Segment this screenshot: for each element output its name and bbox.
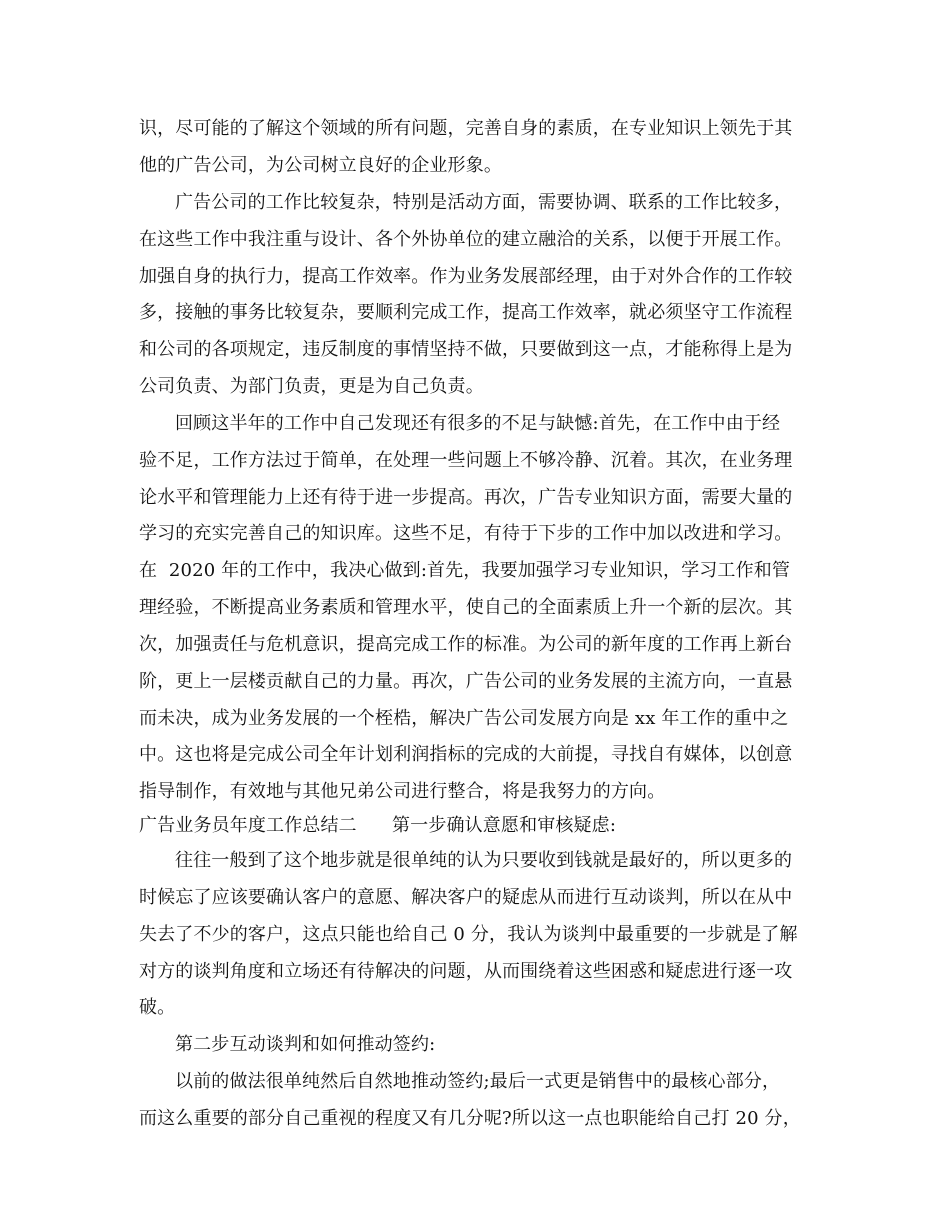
- text-line: 回顾这半年的工作中自己发现还有很多的不足与缺憾:首先，在工作中由于经: [175, 413, 781, 434]
- text-line: 中。这也将是完成公司全年计划利润指标的完成的大前提，寻找自有媒体，以创意: [139, 744, 793, 765]
- text-line: 阶，更上一层楼贡献自己的力量。再次，广告公司的业务发展的主流方向，一直悬: [139, 671, 793, 692]
- text-line: 加强自身的执行力，提高工作效率。作为业务发展部经理，由于对外合作的工作较: [139, 266, 793, 287]
- text-line: 验不足，工作方法过于简单，在处理一些问题上不够冷静、沉着。其次，在业务理: [139, 450, 793, 471]
- text-line: 指导制作，有效地与其他兄弟公司进行整合，将是我努力的方向。: [139, 781, 666, 802]
- text-line: 而未决，成为业务发展的一个桎梏，解决广告公司发展方向是 xx 年工作的重中之: [139, 708, 789, 729]
- text-line: 时候忘了应该要确认客户的意愿、解决客户的疑虑从而进行互动谈判，所以在从中: [139, 887, 793, 908]
- text-line: 以前的做法很单纯然后自然地推动签约;最后一式更是销售中的最核心部分，: [175, 1071, 781, 1092]
- text-line: 对方的谈判角度和立场还有待解决的问题，从而围绕着这些困惑和疑虑进行逐一攻: [139, 961, 793, 982]
- text-line: 在这些工作中我注重与设计、各个外协单位的建立融洽的关系，以便于开展工作。: [139, 229, 793, 250]
- text-line: 广告公司的工作比较复杂，特别是活动方面，需要协调、联系的工作比较多，: [175, 192, 793, 213]
- section-heading: 广告业务员年度工作总结二 第一步确认意愿和审核疑虑:: [139, 815, 617, 836]
- text-line: 公司负责、为部门负责，更是为自己负责。: [139, 376, 484, 397]
- text-line: 往往一般到了这个地步就是很单纯的认为只要收到钱就是最好的，所以更多的: [175, 850, 793, 871]
- text-line: 次，加强责任与危机意识，提高完成工作的标准。为公司的新年度的工作再上新台: [139, 634, 793, 655]
- text-line: 学习的充实完善自己的知识库。这些不足，有待于下步的工作中加以改进和学习。: [139, 523, 793, 544]
- text-line: 破。: [139, 997, 176, 1018]
- text-line: 而这么重要的部分自己重视的程度又有几分呢?所以这一点也职能给自己打 20 分，: [139, 1108, 801, 1129]
- text-line: 第二步互动谈判和如何推动签约:: [175, 1034, 436, 1055]
- text-line: 理经验，不断提高业务素质和管理水平，使自己的全面素质上升一个新的层次。其: [139, 597, 793, 618]
- text-line: 他的广告公司，为公司树立良好的企业形象。: [139, 155, 502, 176]
- text-line: 失去了不少的客户，这点只能也给自己 0 分，我认为谈判中最重要的一步就是了解: [139, 924, 798, 945]
- text-line: 识，尽可能的了解这个领域的所有问题，完善自身的素质，在专业知识上领先于其: [139, 118, 793, 139]
- text-line: 和公司的各项规定，违反制度的事情坚持不做，只要做到这一点，才能称得上是为: [139, 339, 793, 360]
- text-line: 在 2020 年的工作中，我决心做到:首先，我要加强学习专业知识，学习工作和管: [139, 560, 791, 581]
- text-line: 多，接触的事务比较复杂，要顺利完成工作，提高工作效率，就必须坚守工作流程: [139, 302, 793, 323]
- text-line: 论水平和管理能力上还有待于进一步提高。再次，广告专业知识方面，需要大量的: [139, 487, 793, 508]
